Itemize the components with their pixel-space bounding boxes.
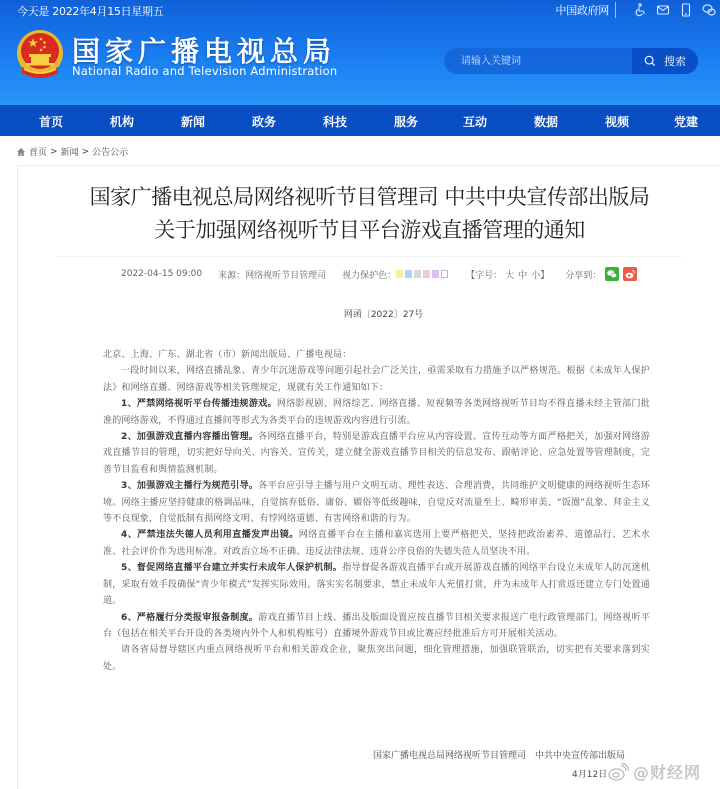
wechat-icon — [605, 267, 619, 281]
article-body — [103, 347, 650, 675]
item-paragraph — [103, 527, 650, 560]
gov-portal-link[interactable]: 中国政府网 — [556, 2, 617, 18]
national-emblem-logo[interactable] — [16, 29, 64, 79]
document-number: 网函〔2022〕27号 — [343, 310, 424, 320]
closing-paragraph: 请各省局督导辖区内重点网络视听平台和相关游戏企业，聚焦突出问题，细化管理措施，加强联管联治，切实把有关要求落到实处。 — [103, 645, 650, 672]
eye-color-white[interactable] — [441, 270, 448, 278]
main-nav — [0, 105, 720, 136]
item-paragraph — [103, 478, 650, 527]
signature: 国家广播电视总局网络视听节目管理司 中共中央宣传部出版局 — [373, 751, 626, 761]
site-subtitle: National Radio and Television Administration — [72, 64, 338, 78]
share-weibo-button[interactable] — [623, 267, 637, 281]
current-date: 今天是 2022年4月15日星期五 — [17, 5, 164, 18]
nav-item-data[interactable]: 数据 — [533, 115, 559, 129]
eye-color-pink[interactable] — [423, 270, 430, 278]
article-title-line2: 关于加强网络视听节目平台游戏直播管理的通知 — [154, 218, 585, 242]
eye-color-blue[interactable] — [405, 270, 412, 278]
eye-protect-label: 视力保护色： — [342, 270, 397, 281]
breadcrumb — [16, 145, 128, 158]
item-heading: 1、严禁网络视听平台传播违规游戏。 — [121, 399, 277, 410]
item-text: 各平台应引导主播与用户文明互动、理性表达、合理消费，共同维护文明健康的网络视听生态环境。网络主播应坚持健康的格调品味，自觉摈弃低俗、庸俗、媚俗等低级趣味，自觉反对流量至上、畸形审美、“饭圈”乱象、拜金主义等不良现象，自觉抵制有损网络文明、有悖网络道德、有害网络和谐的行为。 — [103, 481, 651, 525]
article-container — [17, 165, 720, 789]
nav-item-interaction[interactable]: 互动 — [462, 115, 488, 129]
item-text: 指导督促各游戏直播平台或开展游戏直播的网络平台设立未成年人防沉迷机制，采取有效手段确保“青少年模式”发挥实际效用，落实实名制要求，禁止未成年人充值打赏，并为未成年人打赏返还建立专门处置通道。 — [103, 563, 650, 607]
font-size-label: 【字号： — [466, 270, 503, 281]
signature-date: 4月12日 — [572, 770, 608, 780]
watermark-text: @财经网 — [633, 763, 702, 782]
search-button[interactable] — [632, 48, 698, 74]
item-text: 网络直播平台在主播和嘉宾选用上要严格把关，坚持把政治素养、道德品行、艺术水准、社会评价作为选用标准。对政治立场不正确、违反法律法规、违背公序良俗的失德失范人员坚决不用。 — [103, 530, 650, 557]
share-label: 分享到： — [565, 270, 602, 281]
mobile-icon[interactable] — [679, 3, 693, 17]
weibo-icon — [623, 267, 637, 281]
weibo-icon — [607, 762, 629, 782]
source-value: 网络视听节目管理司 — [245, 270, 327, 281]
item-heading: 2、加强游戏直播内容播出管理。 — [121, 432, 259, 443]
item-text: 各网络直播平台，特别是游戏直播平台应从内容设置、宣传互动等方面严格把关，加强对网络游戏直播节目的管理，切实把好导向关、内容关、宣传关，建立健全游戏直播节目相关的信息发布、跟帖评论、应急处置等管理制度，完善节目监看和舆情监测机制。 — [103, 432, 651, 475]
wechat-icon[interactable] — [702, 3, 716, 17]
breadcrumb-announcements[interactable]: 公告公示 — [92, 148, 129, 158]
nav-item-party-building[interactable]: 党建 — [673, 115, 699, 129]
nav-item-news[interactable]: 新闻 — [180, 115, 206, 129]
nav-item-video[interactable]: 视频 — [604, 115, 630, 129]
breadcrumb-separator: > — [81, 146, 90, 157]
item-heading: 4、严禁违法失德人员利用直播发声出镜。 — [121, 530, 299, 541]
article-meta — [121, 266, 637, 282]
site-title: 国家广播电视总局 — [72, 35, 337, 68]
top-links — [556, 2, 717, 18]
item-heading: 6、严格履行分类报审报备制度。 — [121, 612, 259, 623]
search-icon — [644, 55, 656, 67]
item-paragraph — [103, 560, 650, 609]
font-size-large[interactable]: 大 — [505, 270, 515, 281]
font-size-small[interactable]: 小 — [531, 270, 541, 281]
mail-icon[interactable] — [656, 3, 670, 17]
intro-paragraph: 一段时间以来，网络直播乱象、青少年沉迷游戏等问题引起社会广泛关注，亟需采取有力措施予以严格规范。根据《未成年人保护法》和网络直播、网络游戏等相关管理规定，现就有关工作通知如下： — [103, 366, 650, 393]
source-label: 来源： — [218, 270, 246, 281]
eye-color-yellow[interactable] — [396, 270, 403, 278]
item-paragraph — [103, 396, 650, 429]
item-text: 游戏直播节目上线、播出及版面设置应按直播节目相关要求报送广电行政管理部门。网络视听平台（包括在相关平台开设的各类境内外个人和机构账号）直播境外游戏节目或比赛应经批准后方可开展相关活动。 — [103, 612, 651, 639]
publish-datetime: 2022-04-15 09:00 — [121, 269, 203, 279]
eye-color-purple[interactable] — [432, 270, 439, 278]
item-text: 网络影视剧、网络综艺、网络直播、短视频等各类网络视听节目均不得直播未经主管部门批准的网络游戏，不得通过直播间等形式为各类平台的违规游戏内容进行引流。 — [103, 399, 650, 426]
item-heading: 5、督促网络直播平台建立并实行未成年人保护机制。 — [121, 563, 343, 574]
site-header — [0, 0, 720, 105]
search-bar — [444, 48, 698, 74]
nav-item-home[interactable]: 首页 — [38, 115, 64, 129]
nav-item-technology[interactable]: 科技 — [322, 115, 348, 129]
search-button-label: 搜索 — [664, 55, 686, 68]
item-paragraph — [103, 610, 650, 643]
watermark — [607, 760, 701, 783]
search-input[interactable] — [444, 48, 632, 74]
addressee: 北京、上海、广东、湖北省（市）新闻出版局、广播电视局： — [103, 350, 352, 360]
nav-item-organization[interactable]: 机构 — [109, 115, 135, 129]
nav-item-services[interactable]: 服务 — [393, 115, 419, 129]
share-wechat-button[interactable] — [605, 267, 619, 281]
breadcrumb-separator: > — [50, 146, 58, 157]
font-size-end: 】 — [540, 270, 550, 281]
nav-item-government-affairs[interactable]: 政务 — [251, 115, 277, 129]
article-title-line1: 国家广播电视总局网络视听节目管理司 中共中央宣传部出版局 — [89, 185, 650, 209]
item-heading: 3、加强游戏主播行为规范引导。 — [121, 481, 259, 492]
accessibility-icon[interactable] — [633, 3, 647, 17]
breadcrumb-news[interactable]: 新闻 — [60, 148, 79, 158]
home-icon — [16, 147, 26, 157]
breadcrumb-home[interactable]: 首页 — [29, 148, 48, 158]
font-size-medium[interactable]: 中 — [518, 270, 528, 281]
title-divider — [58, 256, 681, 257]
item-paragraph — [103, 429, 650, 478]
eye-color-gray[interactable] — [414, 270, 421, 278]
